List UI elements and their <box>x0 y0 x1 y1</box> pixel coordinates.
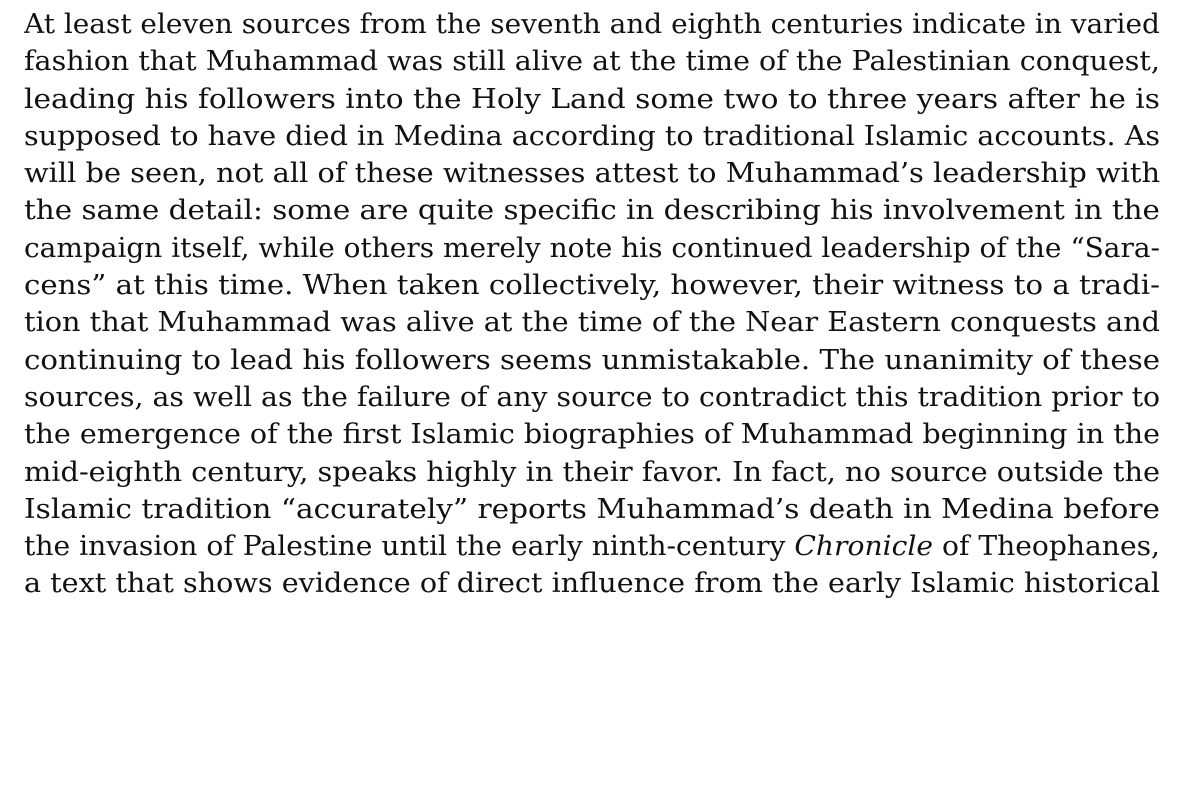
text-line-15-end: of Theophanes, <box>933 531 1160 563</box>
text-line-12: the emergence of the first Islamic biographies of Muhammad beginning in the <box>24 419 1160 451</box>
text-line-5: will be seen, not all of these witnesses attest to Muhammad’s leadership with <box>24 158 1160 190</box>
text-line-2: fashion that Muhammad was still alive at the time of the Palestinian conquest, <box>24 46 1160 78</box>
text-line-1: At least eleven sources from the seventh and eighth centuries indicate in varied <box>24 9 1160 40</box>
text-line-8: cens” at this time. When taken collectively, however, their witness to a tradi- <box>24 270 1160 302</box>
text-line-16: a text that shows evidence of direct influence from the early Islamic historical <box>24 568 1160 600</box>
text-line-10: continuing to lead his followers seems unmistakable. The unanimity of these <box>24 344 1160 376</box>
text-line-6: the same detail: some are quite specific in describing his involvement in the <box>24 195 1160 227</box>
italic-title-chronicle: Chronicle <box>794 531 934 563</box>
text-line-3: leading his followers into the Holy Land some two to three years after he is <box>24 83 1160 115</box>
text-line-14: Islamic tradition “accurately” reports Muhammad’s death in Medina before <box>24 493 1160 525</box>
text-line-9: tion that Muhammad was alive at the time of the Near Eastern conquests and <box>24 307 1160 339</box>
text-line-7: campaign itself, while others merely note his continued leadership of the “Sara- <box>24 232 1160 264</box>
text-line-13: mid-eighth century, speaks highly in their favor. In fact, no source outside the <box>24 456 1160 488</box>
paragraph <box>24 6 1160 603</box>
text-line-15-start: the invasion of Palestine until the early ninth-century <box>24 531 795 563</box>
text-line-15 <box>24 528 1160 565</box>
text-line-4: supposed to have died in Medina according to traditional Islamic accounts. As <box>24 120 1160 152</box>
text-line-11: sources, as well as the failure of any source to contradict this tradition prior to <box>24 381 1160 413</box>
